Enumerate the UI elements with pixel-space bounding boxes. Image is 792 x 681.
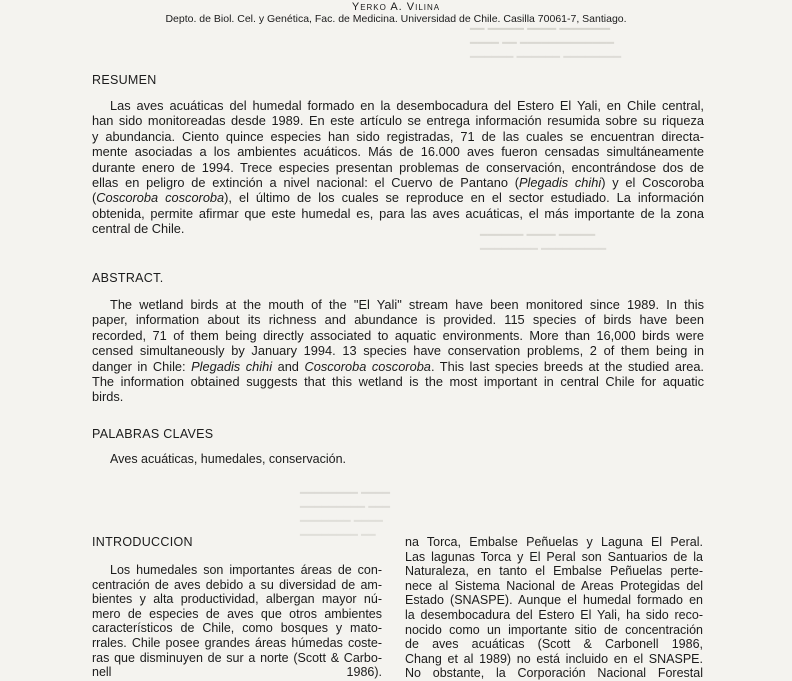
author-affiliation: Depto. de Biol. Cel. y Genética, Fac. de Medicina. Universidad de Chile. Casilla 70061-7, Santiago. (165, 13, 627, 25)
abstract-paragraph (92, 297, 704, 405)
resumen-line: (Coscoroba coscoroba), el último de los cuales se reproduce en el sector estudiado. La información (92, 190, 704, 206)
intro-line: nocido como un importante sitio de concentración (405, 622, 703, 637)
intro-line: nece al Sistema Nacional de Areas Protegidas del (405, 578, 703, 593)
keywords-heading: PALABRAS CLAVES (92, 427, 214, 441)
resumen-line: durante enero de 1994. Trece especies presentan problemas de conservación, encontrándose dos de (92, 159, 704, 175)
intro-line: Las lagunas Torca y El Peral son Santuarios de la (405, 549, 703, 564)
author-name: Yerko A. Vilina (351, 1, 441, 13)
intro-line: No obstante, la Corporación Nacional Forestal (405, 666, 703, 681)
abstract-line: birds. (92, 389, 124, 405)
intro-line: de aves acuáticas (Scott & Carbonell 1986, (405, 637, 703, 652)
resumen-heading: RESUMEN (92, 73, 157, 87)
abstract-line: The wetland birds at the mouth of the "El Yali" stream have been monitored since 1989. In this (110, 297, 704, 312)
abstract-line: paper, information about its richness and abundance is provided. 115 species of birds have been (92, 312, 704, 328)
abstract-line: danger in Chile: Plegadis chihi and Coscoroba coscoroba. This last species breeds at the studied area. (92, 358, 704, 374)
resumen-paragraph (92, 98, 704, 237)
intro-line: Chang et al 1989) no está incluido en el SNASPE. (405, 651, 703, 666)
intro-line: bientes y alta productividad, albergan mayor nú- (92, 592, 382, 607)
abstract-line: censed simultaneously by January 1994. 13 species have conservation problems, 2 of them being in (92, 343, 704, 359)
intro-line: ras que disminuyen de sur a norte (Scott & Carbo- (92, 650, 382, 665)
show-through-text: ━━ ━━━━━ ━━━━ ━━━━━━━ ━━━━ ━━ ━━━━━━━━━━━━━ ━━━━━━ ━━━━━━ ━━━━━━━━ (470, 22, 622, 64)
resumen-line: central de Chile. (92, 221, 185, 237)
intro-line: Naturaleza, en tanto el Embalse Peñuelas perte- (405, 564, 703, 579)
resumen-line: obtenida, permite afirmar que este humedal es, para las aves acuáticas, el más importante de la zona (92, 205, 704, 221)
abstract-heading: ABSTRACT. (92, 271, 164, 285)
resumen-line: ellas en peligro de extinción a nivel nacional: el Cuervo de Pantano (Plegadis chihi) y el Coscoroba (92, 175, 705, 191)
resumen-line: mente asociadas a los ambientes acuáticos. Más de 16.000 aves fueron censadas simultáneamente (92, 144, 704, 160)
intro-line: la desembocadura del Estero El Yali, ha sido reco- (405, 607, 703, 622)
intro-line: Los humedales son importantes áreas de con- (110, 563, 382, 577)
introduccion-right-column (405, 535, 703, 681)
show-through-text: ━━━━━━ ━━━━ ━━━━━ ━━━━━━━━ ━━━━━━━━━ (480, 228, 607, 256)
abstract-line: The information obtained suggests that this wetland is the most important in central Chile for aquatic (92, 374, 704, 390)
resumen-line: y abundancia. Ciento quince especies han sido registradas, 71 de las cuales se encuentran directa- (92, 128, 704, 144)
introduccion-left-column (92, 563, 382, 680)
intro-line: mero de especies de aves que otros ambientes (92, 606, 382, 621)
intro-line: rrales. Chile posee grandes áreas húmedas coste- (92, 635, 382, 650)
show-through-text: ━━━━━━━━ ━━━━ ━━━━━━━━━ ━━━ ━━━━━━━ ━━━━ ━━━━━━━━ ━━ (300, 486, 391, 542)
intro-line: centración de aves debido a su diversidad de am- (92, 577, 382, 592)
introduccion-heading: INTRODUCCION (92, 535, 193, 549)
resumen-line: Las aves acuáticas del humedal formado en la desembocadura del Estero El Yali, en Chile central, (110, 98, 704, 113)
abstract-line: recorded, 71 of them being directly associated to aquatic environments. More than 16,000 birds were (92, 327, 704, 343)
intro-line: Estado (SNASPE). Aunque el humedal formado en (405, 593, 703, 608)
intro-line: característicos de Chile, como bosques y mato- (92, 621, 382, 636)
keywords-text: Aves acuáticas, humedales, conservación. (110, 452, 347, 466)
intro-line: nell 1986). (92, 665, 382, 680)
intro-line: na Torca, Embalse Peñuelas y Laguna El Peral. (405, 535, 703, 549)
resumen-line: han sido monitoreadas desde 1989. En este artículo se entrega información resumida sobre su riqueza (92, 113, 704, 129)
